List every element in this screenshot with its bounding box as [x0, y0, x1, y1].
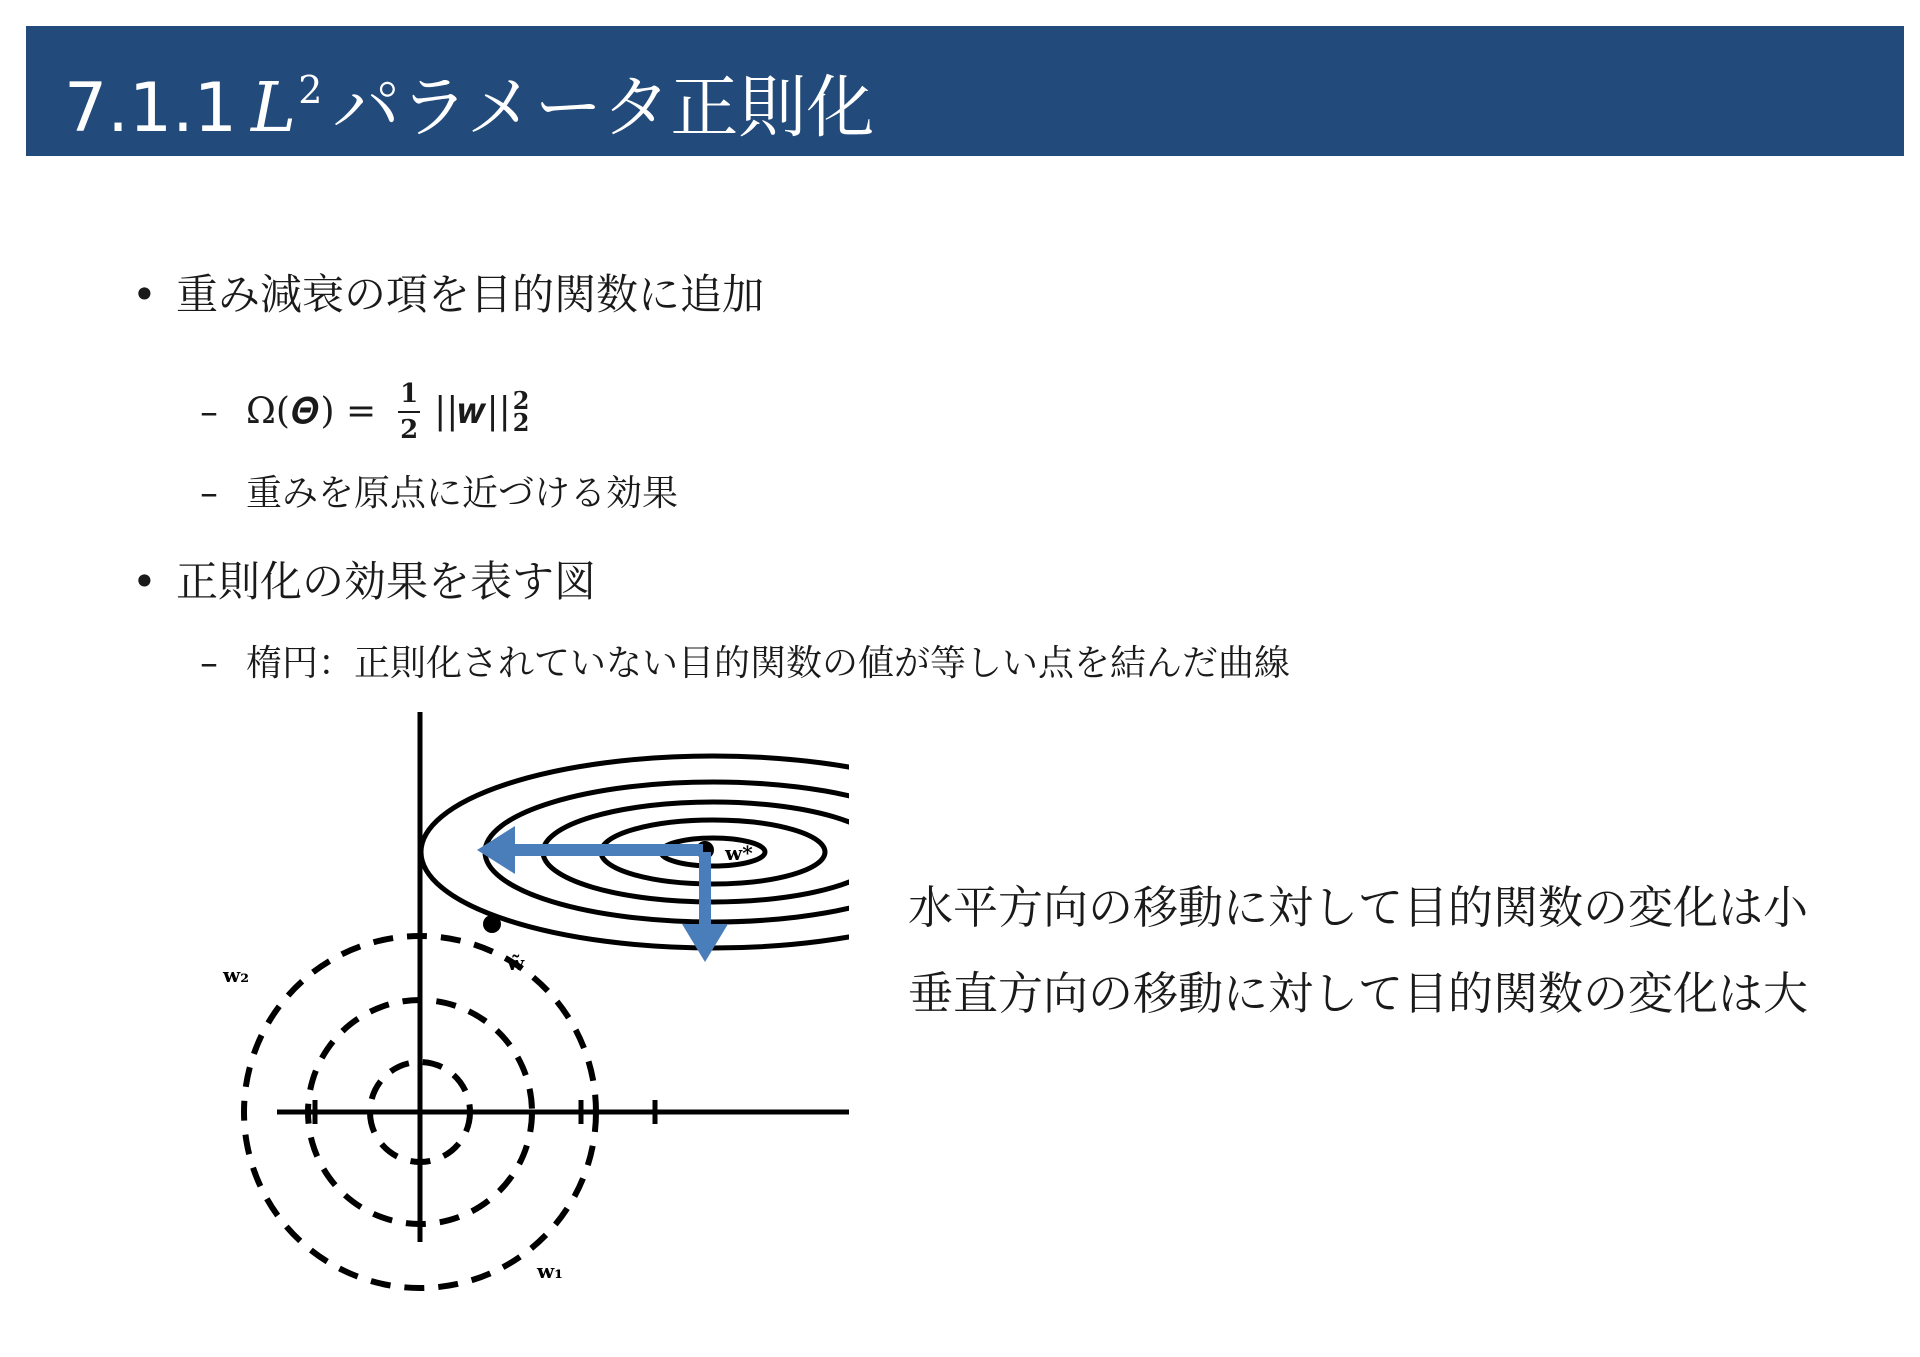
formula-lhs: Ω(𝜣) = — [246, 391, 377, 432]
axis-label-w2: w₂ — [223, 963, 249, 987]
math-symbol-l: $L^2$ — [251, 68, 323, 148]
axis-label-w1: w₁ — [537, 1259, 563, 1283]
sub-bullet-dash: – — [200, 391, 218, 433]
sub-bullet-ellipse — [200, 641, 1291, 687]
bullet-text: 重み減衰の項を目的関数に追加 — [176, 270, 765, 319]
sub-bullet-dash: – — [200, 473, 218, 514]
bullet-text: 正則化の効果を表す図 — [176, 557, 597, 606]
axes — [277, 712, 849, 1242]
fraction-bar — [398, 411, 420, 413]
annotation-vertical: 垂直方向の移動に対して目的関数の変化は大 — [908, 967, 1809, 1020]
annotation-horizontal: 水平方向の移動に対して目的関数の変化は小 — [908, 881, 1809, 934]
norm-superscript: 2 — [512, 386, 530, 415]
superscript: 2 — [298, 68, 323, 112]
norm-index — [512, 386, 530, 437]
bullet-marker: • — [132, 270, 157, 319]
title-text: パラメータ正則化 — [332, 69, 875, 148]
sub-bullet-origin-effect — [200, 471, 679, 517]
regularization-diagram — [215, 700, 855, 1300]
bullet-marker: • — [132, 557, 157, 606]
bullet-figure — [132, 555, 597, 609]
sub-bullet-text: 楕円：正則化されていない目的関数の値が等しい点を結んだ曲線 — [246, 643, 1291, 684]
sub-bullet-text: 重みを原点に近づける効果 — [246, 473, 679, 514]
fraction — [398, 379, 420, 445]
regularization-formula — [200, 372, 530, 452]
slide-title — [64, 48, 874, 151]
section-number: 7.1.1 — [64, 69, 238, 148]
norm: ||𝒘|| — [434, 391, 511, 432]
point-label-w-tilde: w̃ — [507, 951, 525, 975]
regularized-optimum-point — [483, 915, 501, 933]
sub-bullet-dash: – — [200, 643, 218, 684]
fraction-denominator: 2 — [400, 415, 419, 445]
title-bar — [26, 26, 1904, 156]
norm-subscript: 2 — [512, 408, 530, 437]
point-label-w-star: w* — [725, 841, 753, 865]
bullet-weight-decay — [132, 268, 765, 322]
fraction-numerator: 1 — [400, 379, 419, 409]
vertical-arrow-head — [682, 924, 728, 962]
